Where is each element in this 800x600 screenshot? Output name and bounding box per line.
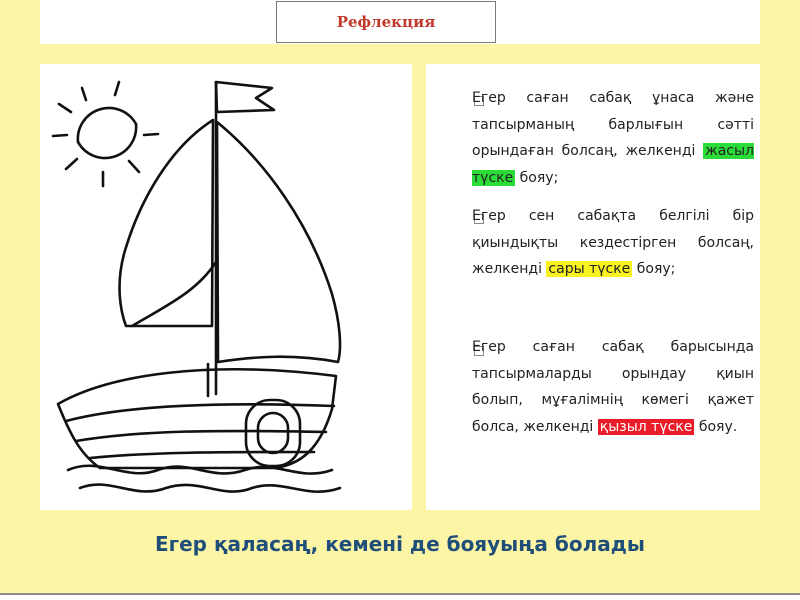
sun-icon bbox=[53, 82, 158, 186]
front-sail bbox=[217, 122, 340, 362]
flag-icon bbox=[216, 82, 274, 112]
green-highlight: жасыл түске bbox=[472, 143, 754, 186]
main-sail bbox=[120, 120, 213, 326]
title-box bbox=[276, 1, 496, 43]
lifebuoy-icon bbox=[246, 400, 300, 466]
red-highlight: қызыл түске bbox=[599, 418, 693, 435]
sailboat-drawing bbox=[40, 64, 412, 510]
instruction-item-3: Егер саған сабақ барысында тапсырмаларды орындау қиын болып, мұғалімнің көмегі қажет болса, желкенді қызыл түске бояу. bbox=[472, 339, 754, 435]
yellow-highlight: сары түске bbox=[548, 261, 631, 277]
instructions-panel bbox=[426, 64, 760, 510]
footer-caption: Егер қаласаң, кемені де бояуыңа болады bbox=[155, 532, 645, 556]
instruction-item-1: Егер саған сабақ ұнаса және тапсырманың барлығын сәтті орындаған болсаң, желкенді жасыл түске бояу; bbox=[472, 90, 754, 186]
sailboat-illustration bbox=[40, 64, 412, 510]
slide-title: Рефлекция bbox=[336, 13, 436, 31]
bottom-divider bbox=[0, 593, 800, 595]
instruction-item-2: Егер сен сабақта белгілі бір қиындықты кездестірген болсаң, желкенді сары түске бояу; bbox=[472, 208, 754, 277]
